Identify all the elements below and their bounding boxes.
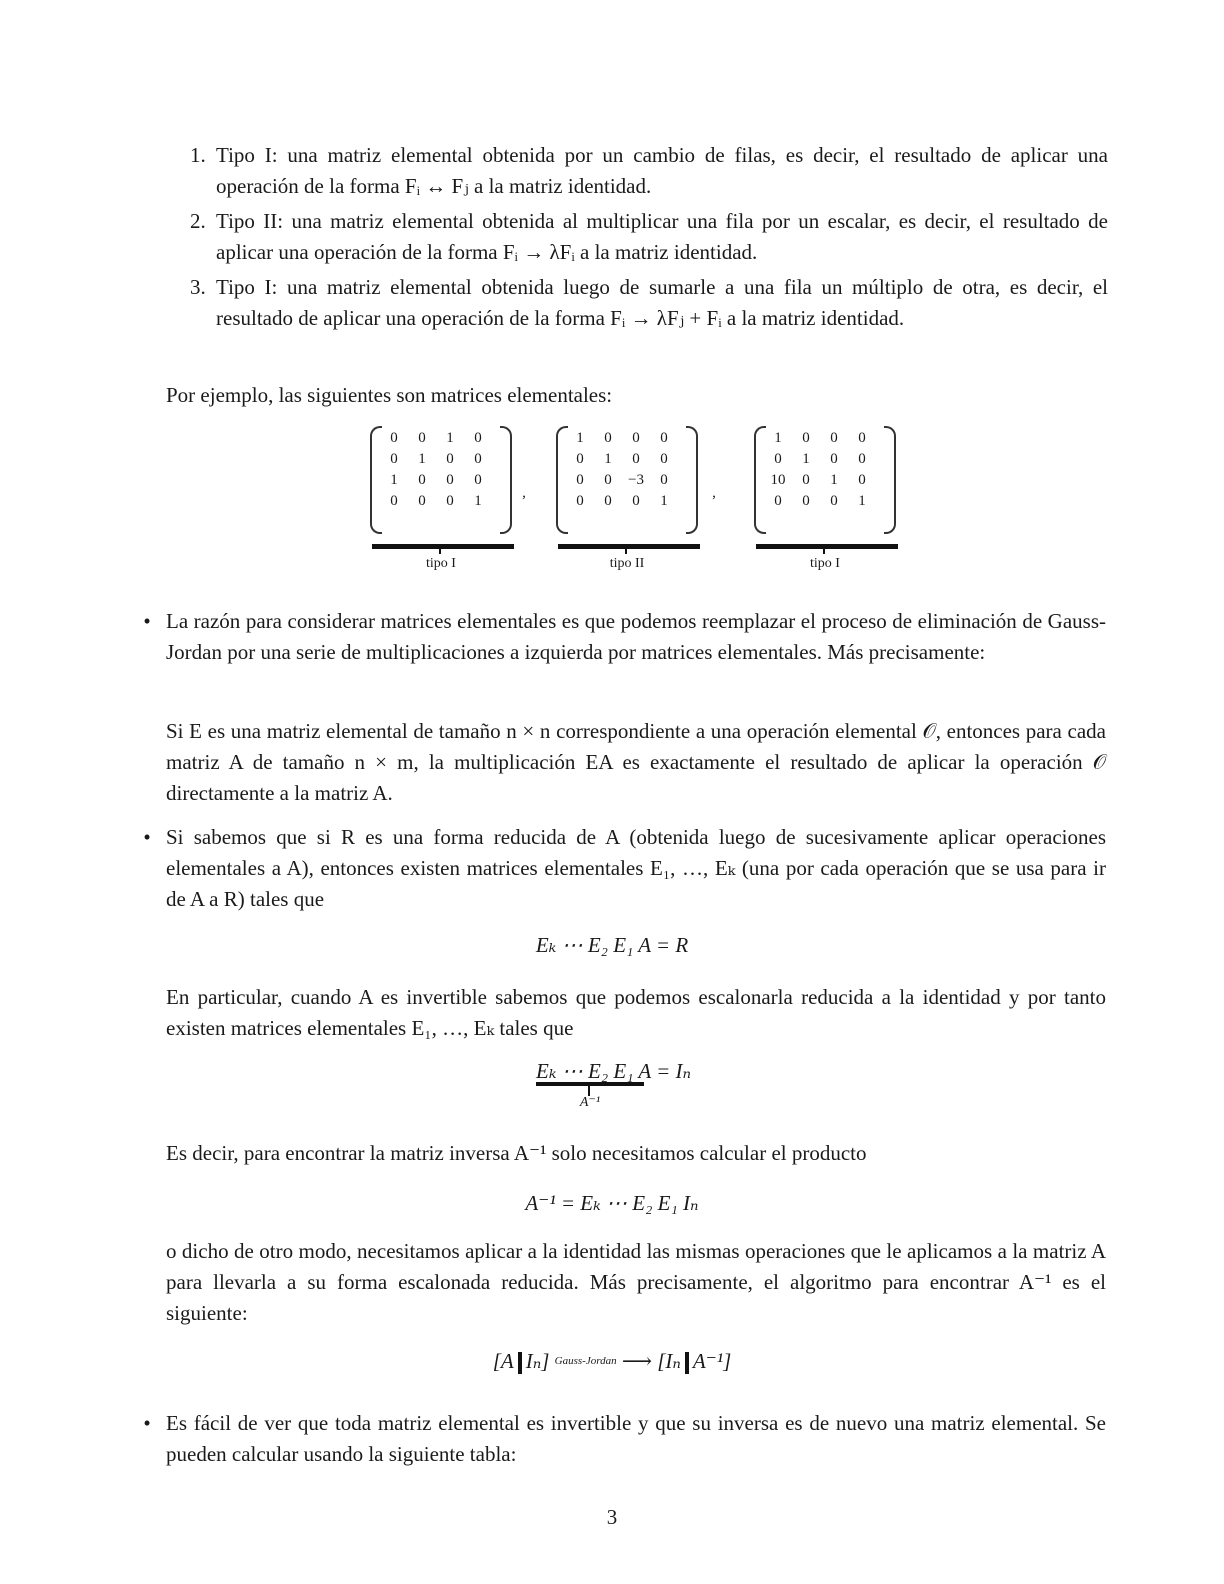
example-matrices	[360, 420, 920, 590]
equation-product: Eₖ ⋯ E₂ E₁	[536, 1059, 634, 1083]
comma: ,	[522, 485, 526, 501]
augmented-left-start: [A	[492, 1349, 514, 1373]
equation-underbrace-label: A⁻¹	[579, 1095, 601, 1110]
augment-bar	[518, 1352, 522, 1374]
matrix-type-label: tipo I	[426, 556, 456, 571]
right-paren	[686, 426, 698, 534]
list-number: 1.	[190, 143, 206, 167]
bullet-paragraph-3: Es fácil de ver que toda matriz elemental es invertible y que su inversa es de nuevo una matriz elemental. Se pueden calcular usando la siguiente tabla:	[166, 1411, 1106, 1466]
matrix-entries: 0 0 1 0 0 1 0 0 1 0 0 0 0 0 0 1	[390, 430, 482, 509]
list-text: Tipo I: una matriz elemental obtenida luego de sumarle a una fila un múltiplo de otra, es decir, el resultado de aplicar una operación de la forma Fᵢ → λFⱼ + Fᵢ a la matriz identidad.	[216, 275, 1108, 330]
list-number: 3.	[190, 275, 206, 299]
arrow-glyph: ⟶	[616, 1349, 658, 1373]
list-text: Tipo I: una matriz elemental obtenida por un cambio de filas, es decir, el resultado de aplicar una operación de la forma Fᵢ ↔ Fⱼ a la matriz identidad.	[216, 143, 1108, 198]
type-item-2	[190, 206, 1108, 268]
augmented-right-end: A⁻¹]	[692, 1349, 732, 1373]
augment-bar	[685, 1352, 689, 1374]
inverse-paragraph: Es decir, para encontrar la matriz inversa A⁻¹ solo necesitamos calcular el producto	[166, 1141, 867, 1165]
bullet-paragraph-2: Si sabemos que si R es una forma reducida de A (obtenida luego de sucesivamente aplicar operaciones elementales a A), entonces existen matrices elementales E₁, …, Eₖ (una por cada operación que se usa para ir de A a R) tales que	[166, 825, 1106, 911]
matrix-type-label: tipo II	[609, 556, 645, 571]
equation-reduced-form: Eₖ ⋯ E₂ E₁ A = R	[535, 933, 689, 957]
algorithm-paragraph: o dicho de otro modo, necesitamos aplicar a la identidad las mismas operaciones que le aplicamos a la matriz A para llevarla a su forma escalonada reducida. Más precisamente, el algoritmo para encontrar A⁻¹ es el siguiente:	[166, 1239, 1106, 1325]
bullet-marker: •	[143, 825, 151, 849]
bullet-paragraph-1: La razón para considerar matrices elementales es que podemos reemplazar el proceso de eliminación de Gauss-Jordan por una serie de multiplicaciones a izquierda por matrices elementales. Más precisamente:	[166, 609, 1106, 664]
list-number: 2.	[190, 209, 206, 233]
list-text: Tipo II: una matriz elemental obtenida al multiplicar una fila por un escalar, es decir, el resultado de aplicar una operación de la forma Fᵢ → λFᵢ a la matriz identidad.	[216, 209, 1108, 264]
equation-inverse: A⁻¹ = Eₖ ⋯ E₂ E₁ Iₙ	[525, 1191, 699, 1215]
matrix-entries: 1 0 0 0 0 1 0 0 0 0 −3 0 0 0 0 1	[576, 430, 668, 509]
matrix-type-label: tipo I	[810, 556, 840, 571]
equation-rhs: A = Iₙ	[638, 1059, 691, 1083]
algorithm-equation	[0, 1346, 1224, 1377]
comma: ,	[712, 485, 716, 501]
page-number: 3	[606, 1505, 618, 1529]
augmented-right-start: [Iₙ	[657, 1349, 681, 1373]
augmented-left-end: Iₙ]	[525, 1349, 550, 1373]
invertible-paragraph: En particular, cuando A es invertible sabemos que podemos escalonarla reducida a la identidad y por tanto existen matrices elementales E₁, …, Eₖ tales que	[166, 985, 1106, 1040]
theorem-paragraph: Si E es una matriz elemental de tamaño n × n correspondiente a una operación elemental 𝒪, entonces para cada matriz A de tamaño n × m, la multiplicación EA es exactamente el resultado de aplicar la operación 𝒪 directamente a la matriz A.	[166, 719, 1106, 805]
type-item-3	[190, 272, 1108, 334]
bullet-marker: •	[143, 1411, 151, 1435]
bullet-marker: •	[143, 609, 151, 633]
type-item-1	[190, 140, 1108, 202]
matrix-entries: 1 0 0 0 0 1 0 0 10 0 1 0 0 0 0 1	[770, 430, 866, 509]
right-paren	[500, 426, 512, 534]
right-paren	[884, 426, 896, 534]
gauss-jordan-arrow-label: Gauss-Jordan	[554, 1355, 617, 1367]
elementary-types-list	[190, 140, 1108, 338]
example-intro: Por ejemplo, las siguientes son matrices elementales:	[166, 383, 613, 407]
